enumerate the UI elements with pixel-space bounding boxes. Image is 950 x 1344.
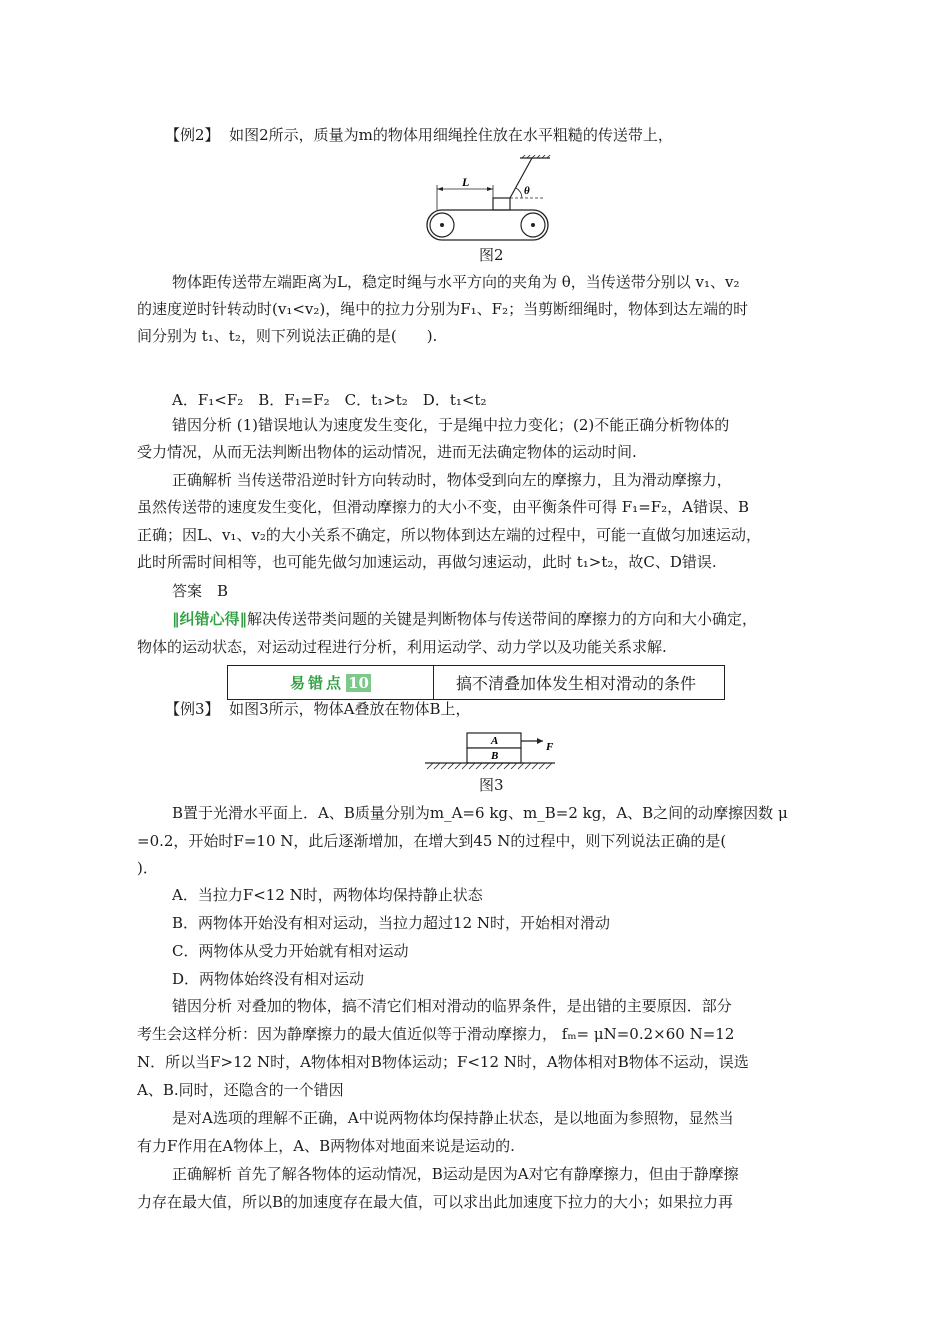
- ex2-tip-2: 物体的运动状态，对运动过程进行分析，利用运动学、动力学以及功能关系求解.: [137, 638, 667, 656]
- ex3-error-analysis-6: 有力F作用在A物体上，A、B两物体对地面来说是运动的.: [137, 1137, 515, 1155]
- figure-3-stacked-blocks: [425, 730, 557, 772]
- ex3-option-b: B．两物体开始没有相对运动，当拉力超过12 N时，开始相对滑动: [172, 914, 611, 932]
- error-point-title: 搞不清叠加体发生相对滑动的条件: [456, 674, 697, 693]
- ex2-solution-4: 此时所需时间相等，也可能先做匀加速运动，再做匀速运动，此时 t₁>t₂，故C、D错误.: [137, 553, 717, 571]
- ex3-text-3: )．: [137, 859, 158, 877]
- ex2-error-analysis-2: 受力情况，从而无法判断出物体的运动情况，进而无法确定物体的运动时间.: [137, 443, 637, 461]
- ex3-solution-2: 力存在最大值，所以B的加速度存在最大值，可以求出此加速度下拉力的大小；如果拉力再: [137, 1193, 734, 1211]
- figure-2-conveyor: [425, 155, 555, 245]
- theta-label: θ: [524, 185, 530, 197]
- ex3-error-analysis-1: 错因分析 对叠加的物体，搞不清它们相对滑动的临界条件，是出错的主要原因．部分: [172, 997, 732, 1015]
- ex2-answer: 答案 B: [172, 582, 229, 600]
- ex2-options: A．F₁<F₂ B．F₁=F₂ C．t₁>t₂ D．t₁<t₂: [172, 391, 487, 409]
- ex3-error-analysis-3: N．所以当F>12 N时，A物体相对B物体运动；F<12 N时，A物体相对B物体不运动，误选: [137, 1053, 749, 1071]
- force-F-label: F: [546, 741, 554, 753]
- figure-3-caption: 图3: [479, 776, 504, 794]
- error-point-box: [227, 665, 725, 700]
- figure-2-caption: 图2: [479, 246, 504, 264]
- ex3-error-analysis-4: A、B.同时，还隐含的一个错因: [137, 1081, 344, 1099]
- ex3-option-c: C．两物体从受力开始就有相对运动: [172, 942, 409, 960]
- ex2-text-1: 物体距传送带左端距离为L，稳定时绳与水平方向的夹角为 θ，当传送带分别以 v₁、v₂: [172, 273, 740, 291]
- block-B-label: B: [491, 750, 499, 762]
- ex3-text-2: =0.2，开始时F=10 N，此后逐渐增加，在增大到45 N的过程中，则下列说法正确的是(: [137, 832, 727, 850]
- ex2-error-analysis-1: 错因分析 (1)错误地认为速度发生变化，于是绳中拉力变化；(2)不能正确分析物体的: [172, 416, 730, 434]
- block-A-label: A: [491, 735, 499, 747]
- ex2-tip-1: ‖纠错心得‖解决传送带类问题的关键是判断物体与传送带间的摩擦力的方向和大小确定，: [172, 610, 758, 628]
- ex2-text-2: 的速度逆时针转动时(v₁<v₂)，绳中的拉力分别为F₁、F₂；当剪断细绳时，物体到达左端的时: [137, 300, 749, 318]
- ex3-option-a: A．当拉力F<12 N时，两物体均保持静止状态: [172, 886, 483, 904]
- ex2-text-3: 间分别为 t₁、t₂，则下列说法正确的是( ).: [137, 327, 438, 345]
- ex3-error-analysis-5: 是对A选项的理解不正确，A中说两物体均保持静止状态，是以地面为参照物，显然当: [172, 1109, 734, 1127]
- ex3-text-1: B置于光滑水平面上．A、B质量分别为m_A=6 kg、m_B=2 kg，A、B之间的动摩擦因数 μ: [172, 804, 788, 822]
- tip-label: ‖纠错心得‖: [172, 610, 248, 628]
- ex3-option-d: D．两物体始终没有相对运动: [172, 970, 365, 988]
- ex2-solution-3: 正确；因L、v₁、v₂的大小关系不确定，所以物体到达左端的过程中，可能一直做匀加速运动，: [137, 526, 761, 544]
- ex2-solution-2: 虽然传送带的速度发生变化，但滑动摩擦力的大小不变，由平衡条件可得 F₁=F₂，A错误、B: [137, 498, 750, 516]
- L-label: L: [462, 175, 470, 189]
- example3-intro: 【例3】 如图3所示，物体A叠放在物体B上，: [165, 700, 471, 718]
- ex3-error-analysis-2: 考生会这样分析：因为静摩擦力的最大值近似等于滑动摩擦力， fₘ= μN=0.2×60 N=12: [137, 1025, 735, 1043]
- ex2-solution-1: 正确解析 当传送带沿逆时针方向转动时，物体受到向左的摩擦力，且为滑动摩擦力，: [172, 471, 732, 489]
- error-point-label: 易错点 10: [228, 666, 434, 699]
- example2-intro: 【例2】 如图2所示，质量为m的物体用细绳拴住放在水平粗糙的传送带上，: [165, 126, 673, 144]
- ex3-solution-1: 正确解析 首先了解各物体的运动情况，B运动是因为A对它有静摩擦力，但由于静摩擦: [172, 1165, 739, 1183]
